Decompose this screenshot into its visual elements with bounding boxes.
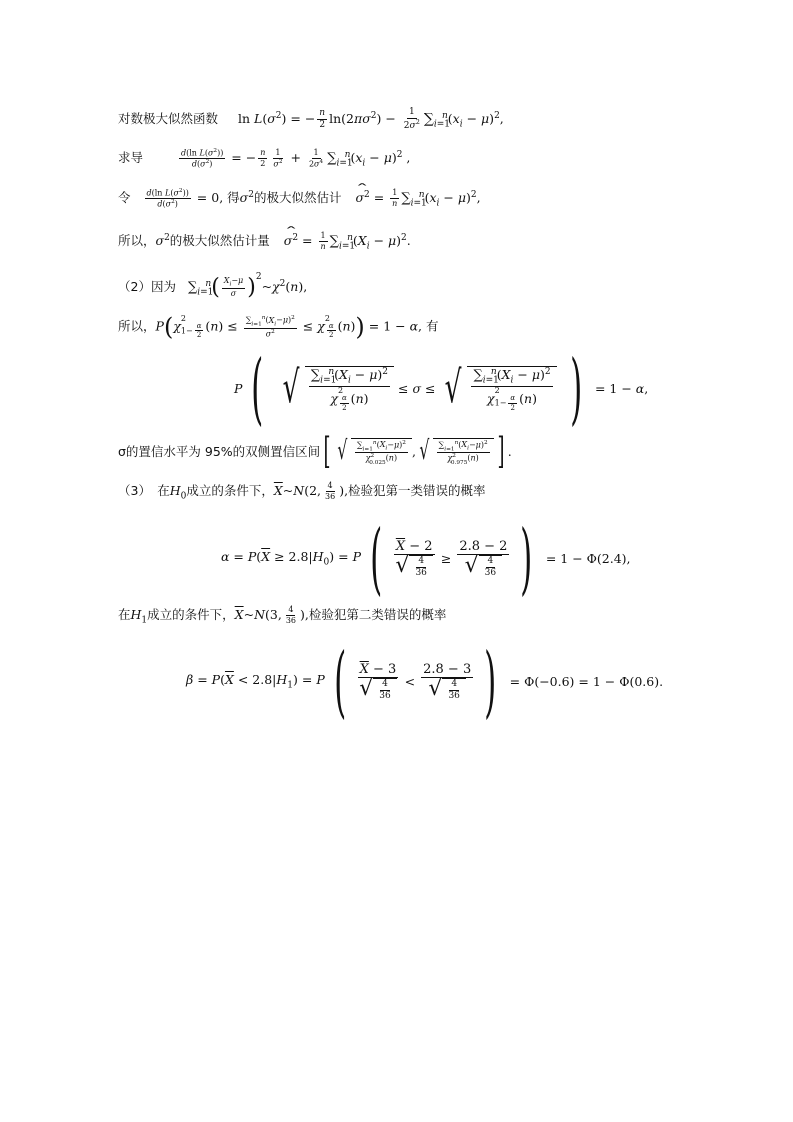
derivative-formula: $\frac{d(\ln L(\sigma^2))}{d(\sigma^2)}$ = − $\frac{n}{2}$ $\frac{1}{\sigma^2}$ + $\frac{1}{2\sigma^4}$ $\sum_{i=1}^n(x_i - \mu)^2$ , [181,147,411,170]
part2-prob-label-b: 有 [425,318,439,334]
estimator-label-a: 所以， [118,232,156,248]
setzero-label-get: 得 [227,190,240,206]
part4-line: 在$H_1$成立的条件下，$\overline{X}\sim N(3$, $\frac{4}{36}$ ),检验犯第二类错误的概率 [118,605,447,626]
part4-label-b: 成立的条件下， [147,606,235,622]
estimator-line: 所以，$\sigma^2$的极大似然估计量 ˆ $\sigma^2$ = $\frac{1}{n}$ $\sum_{i=1}^n(X_i - \mu)^2$. [118,232,411,253]
part2-prob-line: 所以，P(χ 2 1− $\frac{\alpha}{2}$ (n) ≤ $\frac{\sum_{i=1}^n(X_i-\mu)^2}{\sigma^2}$ ≤ χ 2 $\frac{\alpha}{2}$ (n)) = 1 − α, 有 [118,313,439,341]
part4-label-c: 检验犯第二类错误的概率 [308,606,447,622]
alpha-display: $\alpha = P(\overline{X} \ge 2.8|H_0) = P$ ( $\overline{X} - 2$ √ $\frac{4}{36}$ ≥ 2.8 − 2 √ $\frac{4}{36}$ ) = 1 − Φ(2.4), [221,514,631,604]
part2-prob-label-a: 所以， [118,318,156,334]
loglik-line [118,108,504,131]
estimator-label-b: 的极大似然估计量 [169,232,270,248]
part2-interval-line: σ的置信水平为 95%的双侧置信区间[ √ $\frac{\sum_{i=1}^n(X_i-\mu)^2}{\chi^2_{0.025}(n)}$ , √ $\frac{\sum_{i=1}^n(X_i-\mu)^2}{\chi^2_{0.975}(n)}$ ] . [118,431,512,472]
part3-label-b: 成立的条件下， [186,482,274,498]
derivative-label: 求导 [118,150,144,166]
setzero-formula: $\frac{d(\ln L(\sigma^2))}{d(\sigma^2)}$ = 0, [146,188,228,210]
derivative-line [118,148,410,170]
part2-line: （2）因为 $\sum_{i=1}^n$( $\frac{X_i-\mu}{\sigma}$ )$^2\sim\chi^2(n)$, [118,272,308,300]
part2-display: P ( √ $\sum_{i=1}^n(X_i - \mu)^2$ χ 2 $\frac{\alpha}{2}$ (n) ≤ σ ≤ √ $\sum_{i=1}^n(X_i - \mu)^2$ χ 2 1− $\frac{\alpha}{2}$ (n) ) = 1 − α, [234,344,649,434]
setzero-label: 令 [118,190,131,206]
part4-label-a: 在 [118,606,131,622]
beta-display: $\beta = P(\overline{X} < 2.8|H_1) = P$ ( $\overline{X} - 3$ √ $\frac{4}{36}$ < 2.8 − 3 √ $\frac{4}{36}$ ) = Φ(−0.6) = 1 − Φ(0.6). [186,637,664,727]
part3-line: （3） 在$H_0$成立的条件下，$\overline{X}\sim N(2$, $\frac{4}{36}$ ),检验犯第一类错误的概率 [118,481,486,502]
loglik-formula: $\ln L(\sigma^2)$ = − $\frac{n}{2}$ $\ln(2\pi\sigma^2)$ − $\frac{1}{2\sigma^2}$ $\sum_{i=1}^n(x_i - \mu)^2$, [238,107,504,131]
part2-label: （2）因为 [118,279,176,294]
setzero-label-estimate: 的极大似然估计 [253,190,342,206]
part3-label-a: （3） 在 [118,482,170,498]
part3-label-c: 检验犯第一类错误的概率 [348,482,486,498]
part2-interval-label: σ的置信水平为 95%的双侧置信区间 [118,444,321,460]
setzero-line: 令 $\frac{d(\ln L(\sigma^2))}{d(\sigma^2)}$ = 0, 得$\sigma^2$的极大似然估计 ˆ $\sigma^2$ = $\frac{1}{n}$ $\sum_{i=1}^n(x_i - \mu)^2$, [118,188,481,210]
loglik-label: 对数极大似然函数 [118,111,219,127]
